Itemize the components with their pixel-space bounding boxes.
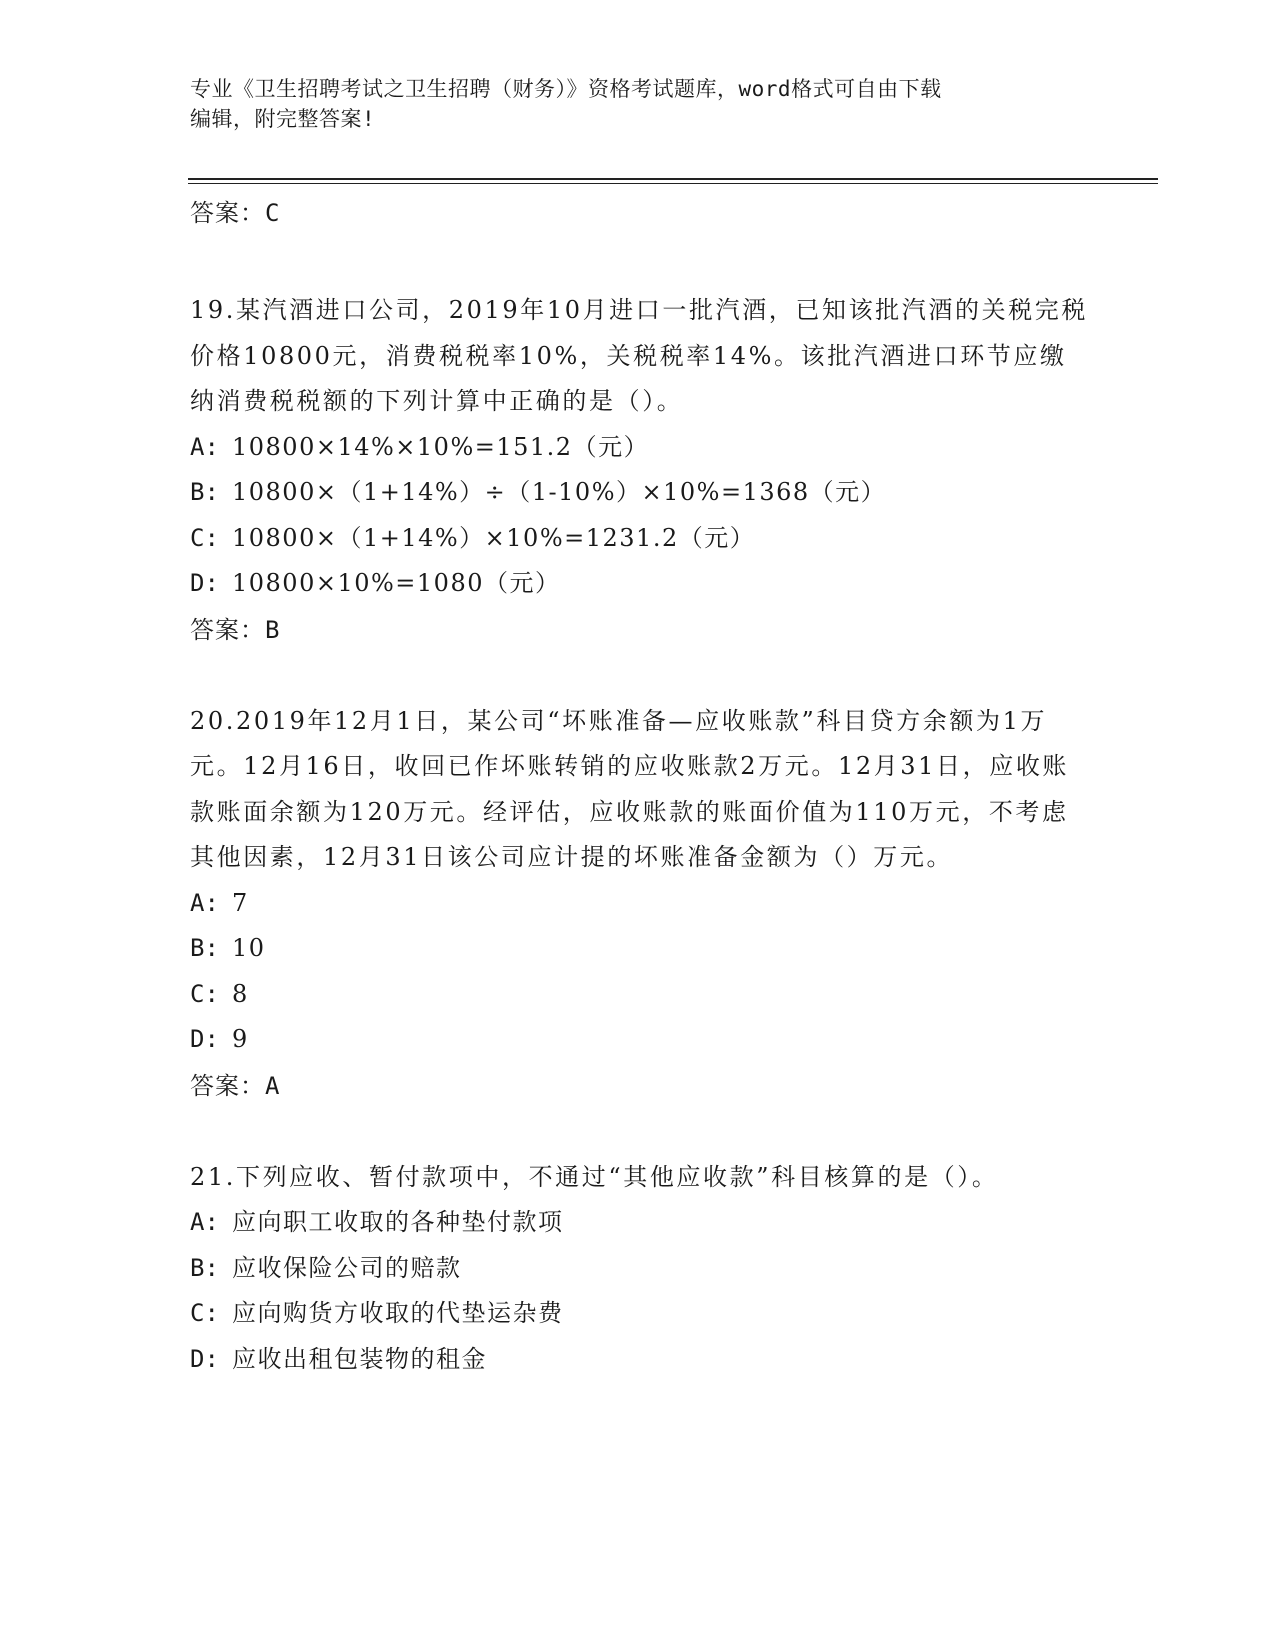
- option-text: 8: [232, 979, 249, 1008]
- option-text: 10800×（1+14%）×10%=1231.2（元）: [232, 523, 756, 552]
- question-19-options: [190, 425, 1090, 607]
- question-20-text: 20.2019年12月1日，某公司“坏账准备—应收账款”科目贷方余额为1万元。12月16日，收回已作坏账转销的应收账款2万元。12月31日，应收账款账面余额为120万元。经评估，应收账款的账面价值为110万元，不考虑其他因素，12月31日该公司应计提的坏账准备金额为（）万元。: [190, 706, 1070, 871]
- option-text: 应向职工收取的各种垫付款项: [232, 1208, 564, 1236]
- option-letter: D:: [190, 1344, 219, 1373]
- option-letter: D:: [190, 1025, 219, 1053]
- question-20-option-b: [190, 926, 1090, 972]
- question-19-text: 19.某汽酒进口公司，2019年10月进口一批汽酒，已知该批汽酒的关税完税价格10800元，消费税税率10%，关税税率14%。该批汽酒进口环节应缴纳消费税税额的下列计算中正确的是（）。: [190, 296, 1088, 415]
- document-header: [190, 74, 1090, 134]
- option-letter: B:: [190, 1253, 219, 1282]
- question-21-option-b: [190, 1246, 1090, 1292]
- option-letter: A:: [190, 432, 219, 461]
- header-line-1: 专业《卫生招聘考试之卫生招聘（财务）》资格考试题库，word格式可自由下载: [190, 77, 942, 101]
- question-20-option-a: [190, 881, 1090, 927]
- option-text: 10800×10%=1080（元）: [232, 569, 561, 597]
- question-20-option-d: [190, 1017, 1090, 1063]
- option-letter: A:: [190, 1208, 219, 1236]
- option-text: 应收保险公司的赔款: [232, 1253, 462, 1282]
- option-text: 10: [232, 934, 266, 962]
- question-19-option-c: [190, 516, 1090, 562]
- option-letter: C:: [190, 979, 219, 1008]
- option-letter: D:: [190, 569, 219, 597]
- question-21-option-d: [190, 1337, 1090, 1383]
- option-text: 10800×14%×10%=151.2（元）: [232, 432, 650, 461]
- question-19-option-a: [190, 425, 1090, 471]
- question-19-answer: 答案：B: [190, 615, 281, 644]
- option-text: 应向购货方收取的代垫运杂费: [232, 1299, 564, 1327]
- option-letter: C:: [190, 1299, 219, 1327]
- option-text: 应收出租包装物的租金: [232, 1344, 487, 1373]
- question-19-option-d: [190, 561, 1090, 607]
- document-body: [190, 190, 1090, 1382]
- question-21-option-a: [190, 1200, 1090, 1246]
- previous-answer: 答案：C: [190, 199, 281, 227]
- option-text: 9: [232, 1025, 249, 1053]
- question-20-options: [190, 881, 1090, 1063]
- option-text: 7: [232, 888, 249, 917]
- option-letter: C:: [190, 523, 219, 552]
- question-21-options: [190, 1200, 1090, 1382]
- question-21-option-c: [190, 1291, 1090, 1337]
- option-letter: B:: [190, 934, 219, 962]
- header-line-2: 编辑，附完整答案!: [190, 107, 376, 131]
- question-20-option-c: [190, 972, 1090, 1018]
- option-letter: A:: [190, 888, 219, 917]
- question-21-text: 21.下列应收、暂付款项中，不通过“其他应收款”科目核算的是（）。: [190, 1162, 999, 1191]
- option-text: 10800×（1+14%）÷（1-10%）×10%=1368（元）: [232, 478, 887, 506]
- header-divider-thin: [188, 183, 1158, 184]
- question-20-answer: 答案：A: [190, 1071, 281, 1100]
- header-divider-thick: [188, 178, 1158, 180]
- option-letter: B:: [190, 478, 219, 506]
- question-19-option-b: [190, 470, 1090, 516]
